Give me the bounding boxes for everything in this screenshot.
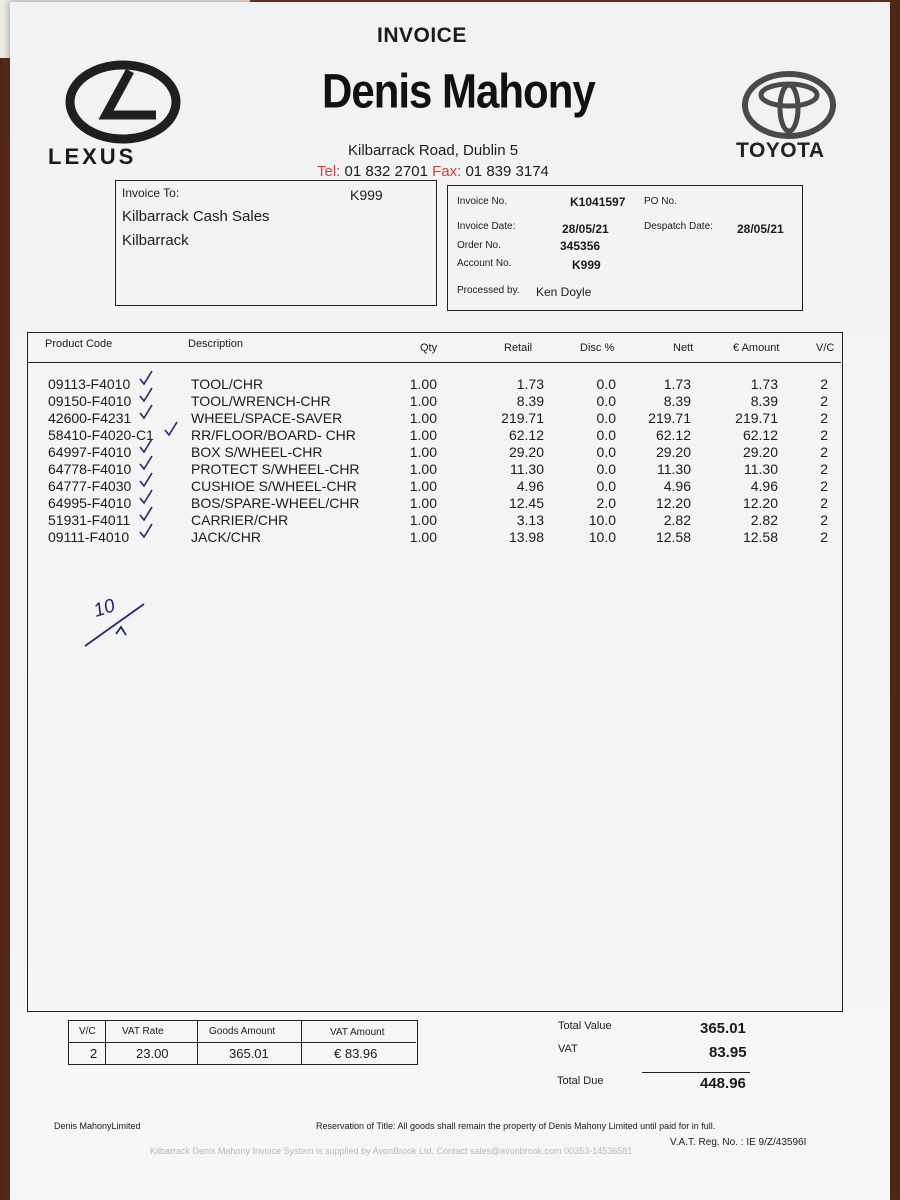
handwritten-check-icon [138, 387, 154, 403]
cell-amount: 12.58 [742, 529, 778, 545]
col-header-disc: Disc % [580, 342, 615, 354]
cell-qty: 1.00 [409, 427, 437, 443]
cell-disc: 0.0 [596, 427, 616, 443]
table-header-divider [27, 362, 841, 363]
cell-description: CARRIER/CHR [191, 512, 289, 528]
cell-disc: 10.0 [588, 512, 616, 528]
cell-disc: 0.0 [596, 410, 616, 426]
cell-description: BOS/SPARE-WHEEL/CHR [191, 495, 360, 511]
account-code: K999 [350, 187, 383, 203]
cell-retail: 8.39 [516, 393, 544, 409]
cell-qty: 1.00 [409, 410, 437, 426]
cell-description: WHEEL/SPACE-SAVER [191, 410, 343, 426]
toyota-wordmark: TOYOTA [736, 139, 825, 162]
cell-amount: 1.73 [750, 376, 778, 392]
cell-amount: 11.30 [744, 461, 778, 477]
cell-product-code: 09150-F4010 [48, 393, 132, 409]
vat-row-amount: € 83.96 [334, 1046, 378, 1061]
cell-amount: 4.96 [750, 478, 778, 494]
cell-nett: 2.82 [663, 512, 691, 528]
fax-label: Fax: [432, 163, 462, 180]
cell-retail: 13.98 [508, 529, 544, 545]
despatch-date-value: 28/05/21 [737, 222, 784, 236]
toyota-logo-icon [740, 70, 838, 140]
company-phones [317, 163, 549, 180]
vat-row-vc: 2 [90, 1046, 98, 1061]
col-header-product-code: Product Code [45, 338, 113, 350]
cell-disc: 0.0 [596, 478, 616, 494]
vat-label: VAT [558, 1043, 578, 1055]
cell-description: JACK/CHR [191, 529, 262, 545]
cell-vc: 2 [820, 393, 828, 409]
cell-disc: 0.0 [596, 376, 616, 392]
processed-by-label: Processed by. [457, 285, 520, 296]
cell-description: TOOL/CHR [191, 376, 264, 392]
invoice-date-label: Invoice Date: [457, 221, 516, 232]
cell-product-code: 64777-F4030 [48, 478, 132, 494]
cell-product-code: 58410-F4020-C1 [48, 427, 154, 443]
col-header-retail: Retail [504, 342, 533, 354]
col-header-qty: Qty [420, 342, 438, 354]
handwritten-check-icon [138, 404, 154, 420]
cell-retail: 1.73 [516, 376, 544, 392]
cell-nett: 1.73 [663, 376, 691, 392]
cell-amount: 29.20 [742, 444, 778, 460]
cell-qty: 1.00 [409, 461, 437, 477]
cell-amount: 62.12 [742, 427, 778, 443]
total-due-label: Total Due [557, 1075, 604, 1087]
handwritten-check-icon [138, 370, 154, 386]
invoice-date-value: 28/05/21 [562, 222, 609, 236]
total-value: 365.01 [700, 1020, 746, 1037]
cell-qty: 1.00 [409, 393, 437, 409]
vat-header-amount: VAT Amount [330, 1027, 385, 1038]
vat-header-goods: Goods Amount [209, 1026, 276, 1037]
account-no-value: K999 [572, 258, 601, 272]
vat-summary-divider [68, 1042, 416, 1043]
cell-retail: 3.13 [516, 512, 544, 528]
cell-vc: 2 [820, 495, 828, 511]
total-value-label: Total Value [558, 1020, 612, 1032]
cell-nett: 62.12 [655, 427, 691, 443]
handwritten-check-icon [138, 523, 154, 539]
customer-location: Kilbarrack [122, 232, 189, 249]
cell-qty: 1.00 [409, 495, 437, 511]
cell-product-code: 64997-F4010 [48, 444, 132, 460]
col-header-amount: € Amount [733, 342, 780, 354]
vat-header-rate: VAT Rate [122, 1026, 164, 1037]
footer-company: Denis MahonyLimited [54, 1121, 141, 1131]
cell-qty: 1.00 [409, 444, 437, 460]
cell-product-code: 64995-F4010 [48, 495, 132, 511]
cell-description: CUSHIOE S/WHEEL-CHR [191, 478, 357, 494]
order-no-label: Order No. [457, 240, 501, 251]
cell-retail: 4.96 [516, 478, 544, 494]
cell-nett: 8.39 [663, 393, 691, 409]
cell-nett: 12.20 [655, 495, 691, 511]
handwritten-check-icon [138, 472, 154, 488]
vat-header-vc: V/C [79, 1026, 96, 1037]
cell-retail: 29.20 [508, 444, 544, 460]
order-no-value: 345356 [560, 239, 601, 253]
cell-nett: 11.30 [657, 461, 691, 477]
cell-disc: 0.0 [596, 393, 616, 409]
footer-reservation: Reservation of Title: All goods shall remain the property of Denis Mahony Limited until paid for in full. [316, 1121, 716, 1131]
despatch-date-label: Despatch Date: [644, 221, 713, 232]
invoice-to-label: Invoice To: [122, 186, 180, 200]
cell-nett: 12.58 [655, 529, 691, 545]
handwritten-check-icon [138, 455, 154, 471]
vat-row-goods: 365.01 [229, 1046, 269, 1061]
cell-vc: 2 [820, 461, 828, 477]
account-no-label: Account No. [457, 258, 512, 269]
cell-description: RR/FLOOR/BOARD- CHR [191, 427, 356, 443]
col-header-vc: V/C [816, 342, 835, 354]
cell-nett: 4.96 [663, 478, 691, 494]
handwritten-check-icon [163, 421, 179, 437]
company-name: Denis Mahony [322, 64, 595, 119]
cell-qty: 1.00 [409, 478, 437, 494]
document-title: INVOICE [377, 24, 467, 47]
fax-number: 01 839 3174 [465, 163, 549, 180]
po-no-label: PO No. [644, 196, 677, 207]
cell-product-code: 09113-F4010 [48, 376, 131, 392]
totals-divider [642, 1072, 750, 1073]
invoice-sheet [10, 2, 890, 1200]
tel-number: 01 832 2701 [344, 163, 428, 180]
lexus-wordmark: LEXUS [48, 144, 137, 169]
cell-vc: 2 [820, 529, 828, 545]
cell-description: TOOL/WRENCH-CHR [191, 393, 331, 409]
tel-label: Tel: [317, 163, 341, 180]
total-due: 448.96 [700, 1075, 746, 1092]
col-header-description: Description [188, 338, 244, 350]
handwritten-check-icon [138, 506, 154, 522]
company-address: Kilbarrack Road, Dublin 5 [348, 142, 519, 159]
cell-amount: 219.71 [735, 410, 778, 426]
cell-nett: 219.71 [648, 410, 691, 426]
footer-software-credit: Kilbarrack Denis Mahony Invoice System is supplied by AvonBrook Ltd. Contact sales@avonbrook.com 00353-14536581 [150, 1146, 633, 1156]
cell-vc: 2 [820, 427, 828, 443]
cell-product-code: 09111-F4010 [48, 529, 130, 545]
invoice-no-label: Invoice No. [457, 196, 508, 207]
cell-vc: 2 [820, 444, 828, 460]
cell-disc: 10.0 [588, 529, 616, 545]
handwritten-check-icon [138, 438, 154, 454]
cell-amount: 2.82 [750, 512, 778, 528]
vat-row-rate: 23.00 [136, 1046, 169, 1061]
cell-nett: 29.20 [655, 444, 691, 460]
cell-qty: 1.00 [409, 376, 437, 392]
cell-vc: 2 [820, 512, 828, 528]
customer-name: Kilbarrack Cash Sales [122, 208, 270, 225]
cell-product-code: 42600-F4231 [48, 410, 132, 426]
cell-vc: 2 [820, 376, 828, 392]
vat-value: 83.95 [709, 1044, 747, 1061]
cell-retail: 219.71 [501, 410, 544, 426]
handwritten-note: 10 [91, 595, 118, 622]
cell-qty: 1.00 [409, 529, 437, 545]
cell-amount: 12.20 [742, 495, 778, 511]
cell-description: BOX S/WHEEL-CHR [191, 444, 323, 460]
cell-qty: 1.00 [409, 512, 437, 528]
cell-description: PROTECT S/WHEEL-CHR [191, 461, 360, 477]
processed-by-value: Ken Doyle [536, 285, 592, 299]
handwritten-slash-icon [82, 596, 152, 650]
cell-product-code: 51931-F4011 [48, 512, 131, 528]
invoice-no-value: K1041597 [570, 195, 626, 209]
cell-retail: 62.12 [508, 427, 544, 443]
cell-amount: 8.39 [750, 393, 778, 409]
cell-disc: 0.0 [596, 461, 616, 477]
cell-retail: 11.30 [510, 461, 544, 477]
cell-product-code: 64778-F4010 [48, 461, 132, 477]
cell-disc: 0.0 [596, 444, 616, 460]
cell-vc: 2 [820, 410, 828, 426]
cell-disc: 2.0 [596, 495, 616, 511]
cell-retail: 12.45 [508, 495, 544, 511]
footer-vat-reg: V.A.T. Reg. No. : IE 9/Z/43596I [670, 1137, 807, 1148]
col-header-nett: Nett [673, 342, 694, 354]
cell-vc: 2 [820, 478, 828, 494]
handwritten-check-icon [138, 489, 154, 505]
